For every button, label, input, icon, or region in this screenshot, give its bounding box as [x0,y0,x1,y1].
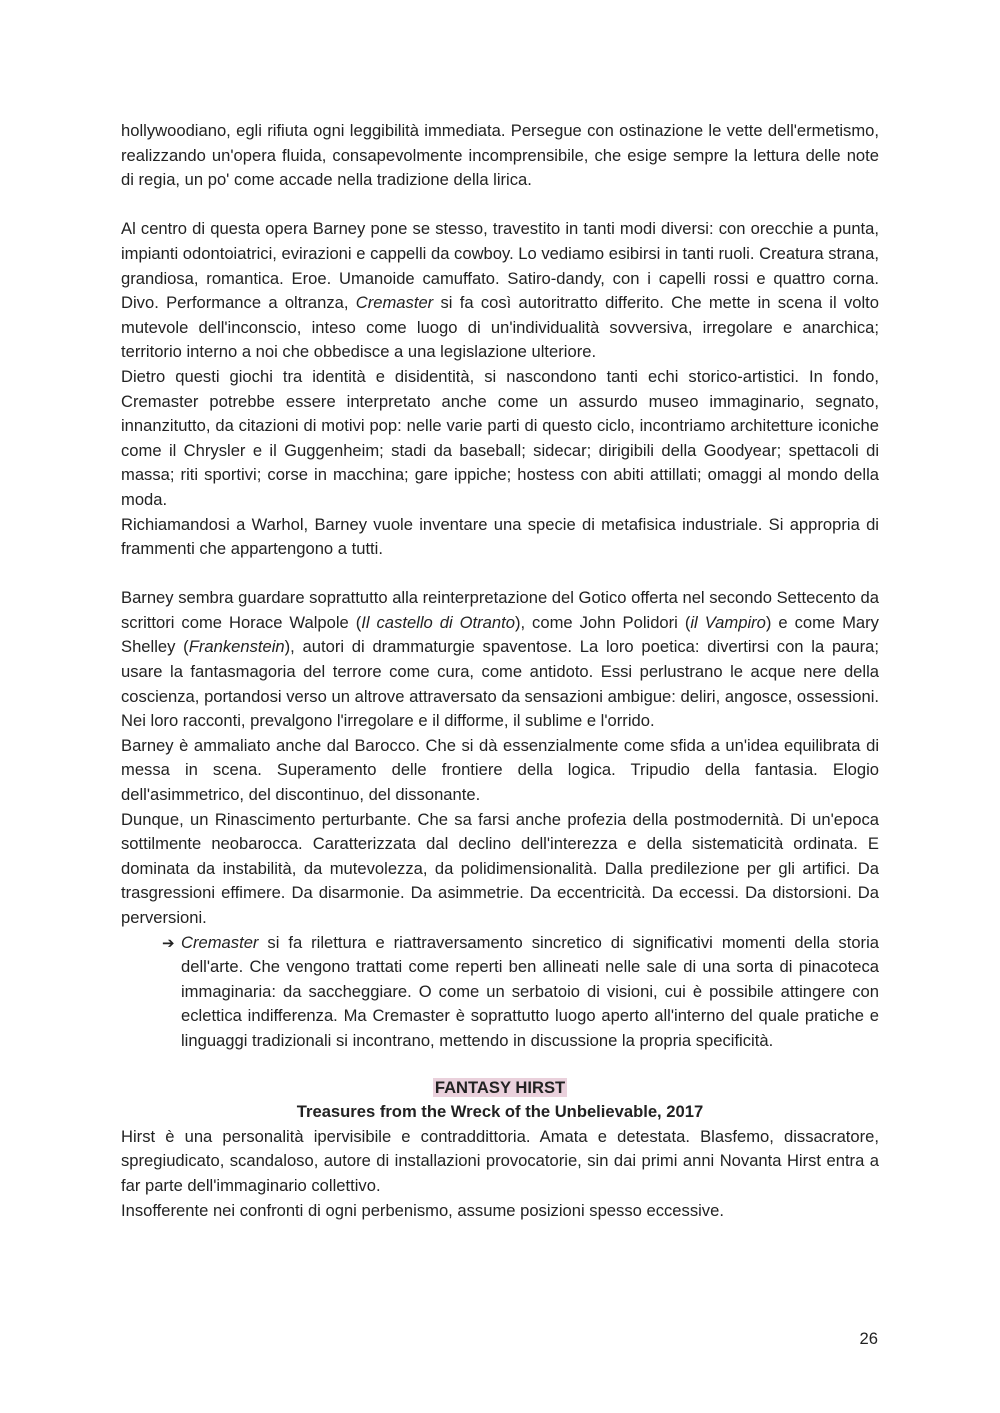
paragraph-gap [121,562,879,587]
paragraph-gothic [121,586,879,734]
paragraph-lyric-reading [121,119,879,193]
italic-title: Frankenstein [188,637,285,657]
paragraph-echoes [121,365,879,513]
paragraph-text: Barney sembra guardare soprattutto alla reinterpretazione del Gotico offerta nel secondo Settecento da scrittori come Horace Walpole ( [121,588,879,632]
paragraph-text: ), come John Polidori ( [514,612,691,632]
paragraph-barney-self [121,217,879,365]
paragraph-hirst [121,1125,879,1199]
italic-title: Il castello di Otranto [361,612,515,632]
paragraph-renaissance [121,808,879,931]
italic-title: Cremaster [181,932,259,952]
paragraph-text: Hirst è una personalità ipervisibile e contraddittoria. Amata e detestata. Blasfemo, dissacratore, spregiudicato, scandaloso, autore di installazioni provocatorie, sin dai primi anni Novanta Hirst entra a far parte dell'immaginario collettivo. [121,1126,879,1195]
paragraph-text: ) e come Mary Shelley ( [121,612,879,657]
paragraph-baroque [121,734,879,808]
arrow-bullet-icon: ➔ [162,933,175,952]
page-number: 26 [859,1329,878,1348]
section-title-text: FANTASY HIRST [434,1077,566,1097]
section-title [121,1076,879,1101]
paragraph-text: Al centro di questa opera Barney pone se stesso, travestito in tanti modi diversi: con orecchie a punta, impianti odontoiatrici, evirazioni e cappelli da cowboy. Lo vediamo esibirsi in tanti ruoli. Creatura strana, grandiosa, romantica. Eroe. Umanoide camuffato. Satiro-dandy, con i capelli rossi e quattro corna. Divo. Performance a oltranza, [121,219,879,313]
paragraph-text: si fa rilettura e riattraversamento sincretico di significativi momenti della storia dell'arte. Che vengono trattati come reperti ben allineati nelle sale di una sorta di pinacoteca immaginaria: da saccheggiare. O come un serbatoio di visioni, cui è possibile attingere con eclettica indifferenza. Ma Cremaster è soprattutto luogo aperto all'interno del quale pratiche e linguaggi tradizionali si incontrano, mettendo in discussione la propria specificità. [181,932,879,1050]
bullet-text [181,931,879,1054]
paragraph-text: Insofferente nei confronti di ogni perbenismo, assume posizioni spesso eccessive. [121,1200,724,1220]
paragraph-text: Richiamandosi a Warhol, Barney vuole inventare una specie di metafisica industriale. Si appropria di frammenti che appartengono a tutti. [121,514,879,559]
paragraph-text: hollywoodiano, egli rifiuta ogni leggibilità immediata. Persegue con ostinazione le vette dell'ermetismo, realizzando un'opera fluida, consapevolmente incomprensibile, che esige sempre la lettura delle note di regia, un po' come accade nella tradizione della lirica. [121,121,879,190]
paragraph-gap [121,193,879,218]
paragraph-text: Dietro questi giochi tra identità e disidentità, si nascondono tanti echi storico-artistici. In fondo, Cremaster potrebbe essere interpretato anche come un assurdo museo immaginario, segnato, innanzitutto, da citazioni di motivi pop: nelle varie parti di questo ciclo, incontriamo architetture iconiche come il Chrysler e il Guggenheim; stadi da baseball; sidecar; dirigibili della Goodyear; spettacoli di massa; riti sportivi; corse in macchina; gare ippiche; hostess con abiti attillati; omaggi al mondo della moda. [121,366,879,509]
paragraph-text: Dunque, un Rinascimento perturbante. Che sa farsi anche profezia della postmodernità. Di un'epoca sottilmente neobarocca. Caratterizzata dal declino dell'interezza e della sistematicità ordinata. E dominata da instabilità, da mutevolezza, da polidimensionalità. Dalla predilezione per gli artifici. Da trasgressioni effimere. Da disarmonie. Da asimmetrie. Da eccentricità. Da eccessi. Da distorsioni. Da perversioni. [121,809,879,927]
paragraph-hirst-2 [121,1199,879,1224]
bullet-item [121,931,879,1054]
paragraph-text: ), autori di drammaturgie spaventose. La loro poetica: divertirsi con la paura; usare la fantasmagoria del terrore come cura, come antidoto. Essi perlustrano le acque nere della coscienza, portandosi verso un altrove attraversato da sensazioni ambigue: deliri, angosce, ossessioni. Nei loro racconti, prevalgono l'irregolare e il difforme, il sublime e l'orrido. [121,637,879,731]
paragraph-warhol [121,513,879,562]
italic-title: il Vampiro [690,612,766,632]
document-page [121,119,879,1223]
italic-title: Cremaster [355,293,434,313]
section-subtitle: Treasures from the Wreck of the Unbelievable, 2017 [296,1102,704,1122]
paragraph-text: Barney è ammaliato anche dal Barocco. Che si dà essenzialmente come sfida a un'idea equilibrata di messa in scena. Superamento delle frontiere della logica. Tripudio della fantasia. Elogio dell'asimmetrico, del discontinuo, del dissonante. [121,735,879,805]
paragraph-text: si fa così autoritratto differito. Che mette in scena il volto mutevole dell'inconscio, inteso come luogo di un'individualità sovversiva, irregolare e anarchica; territorio interno a noi che obbedisce a una legislazione ulteriore. [121,293,879,362]
